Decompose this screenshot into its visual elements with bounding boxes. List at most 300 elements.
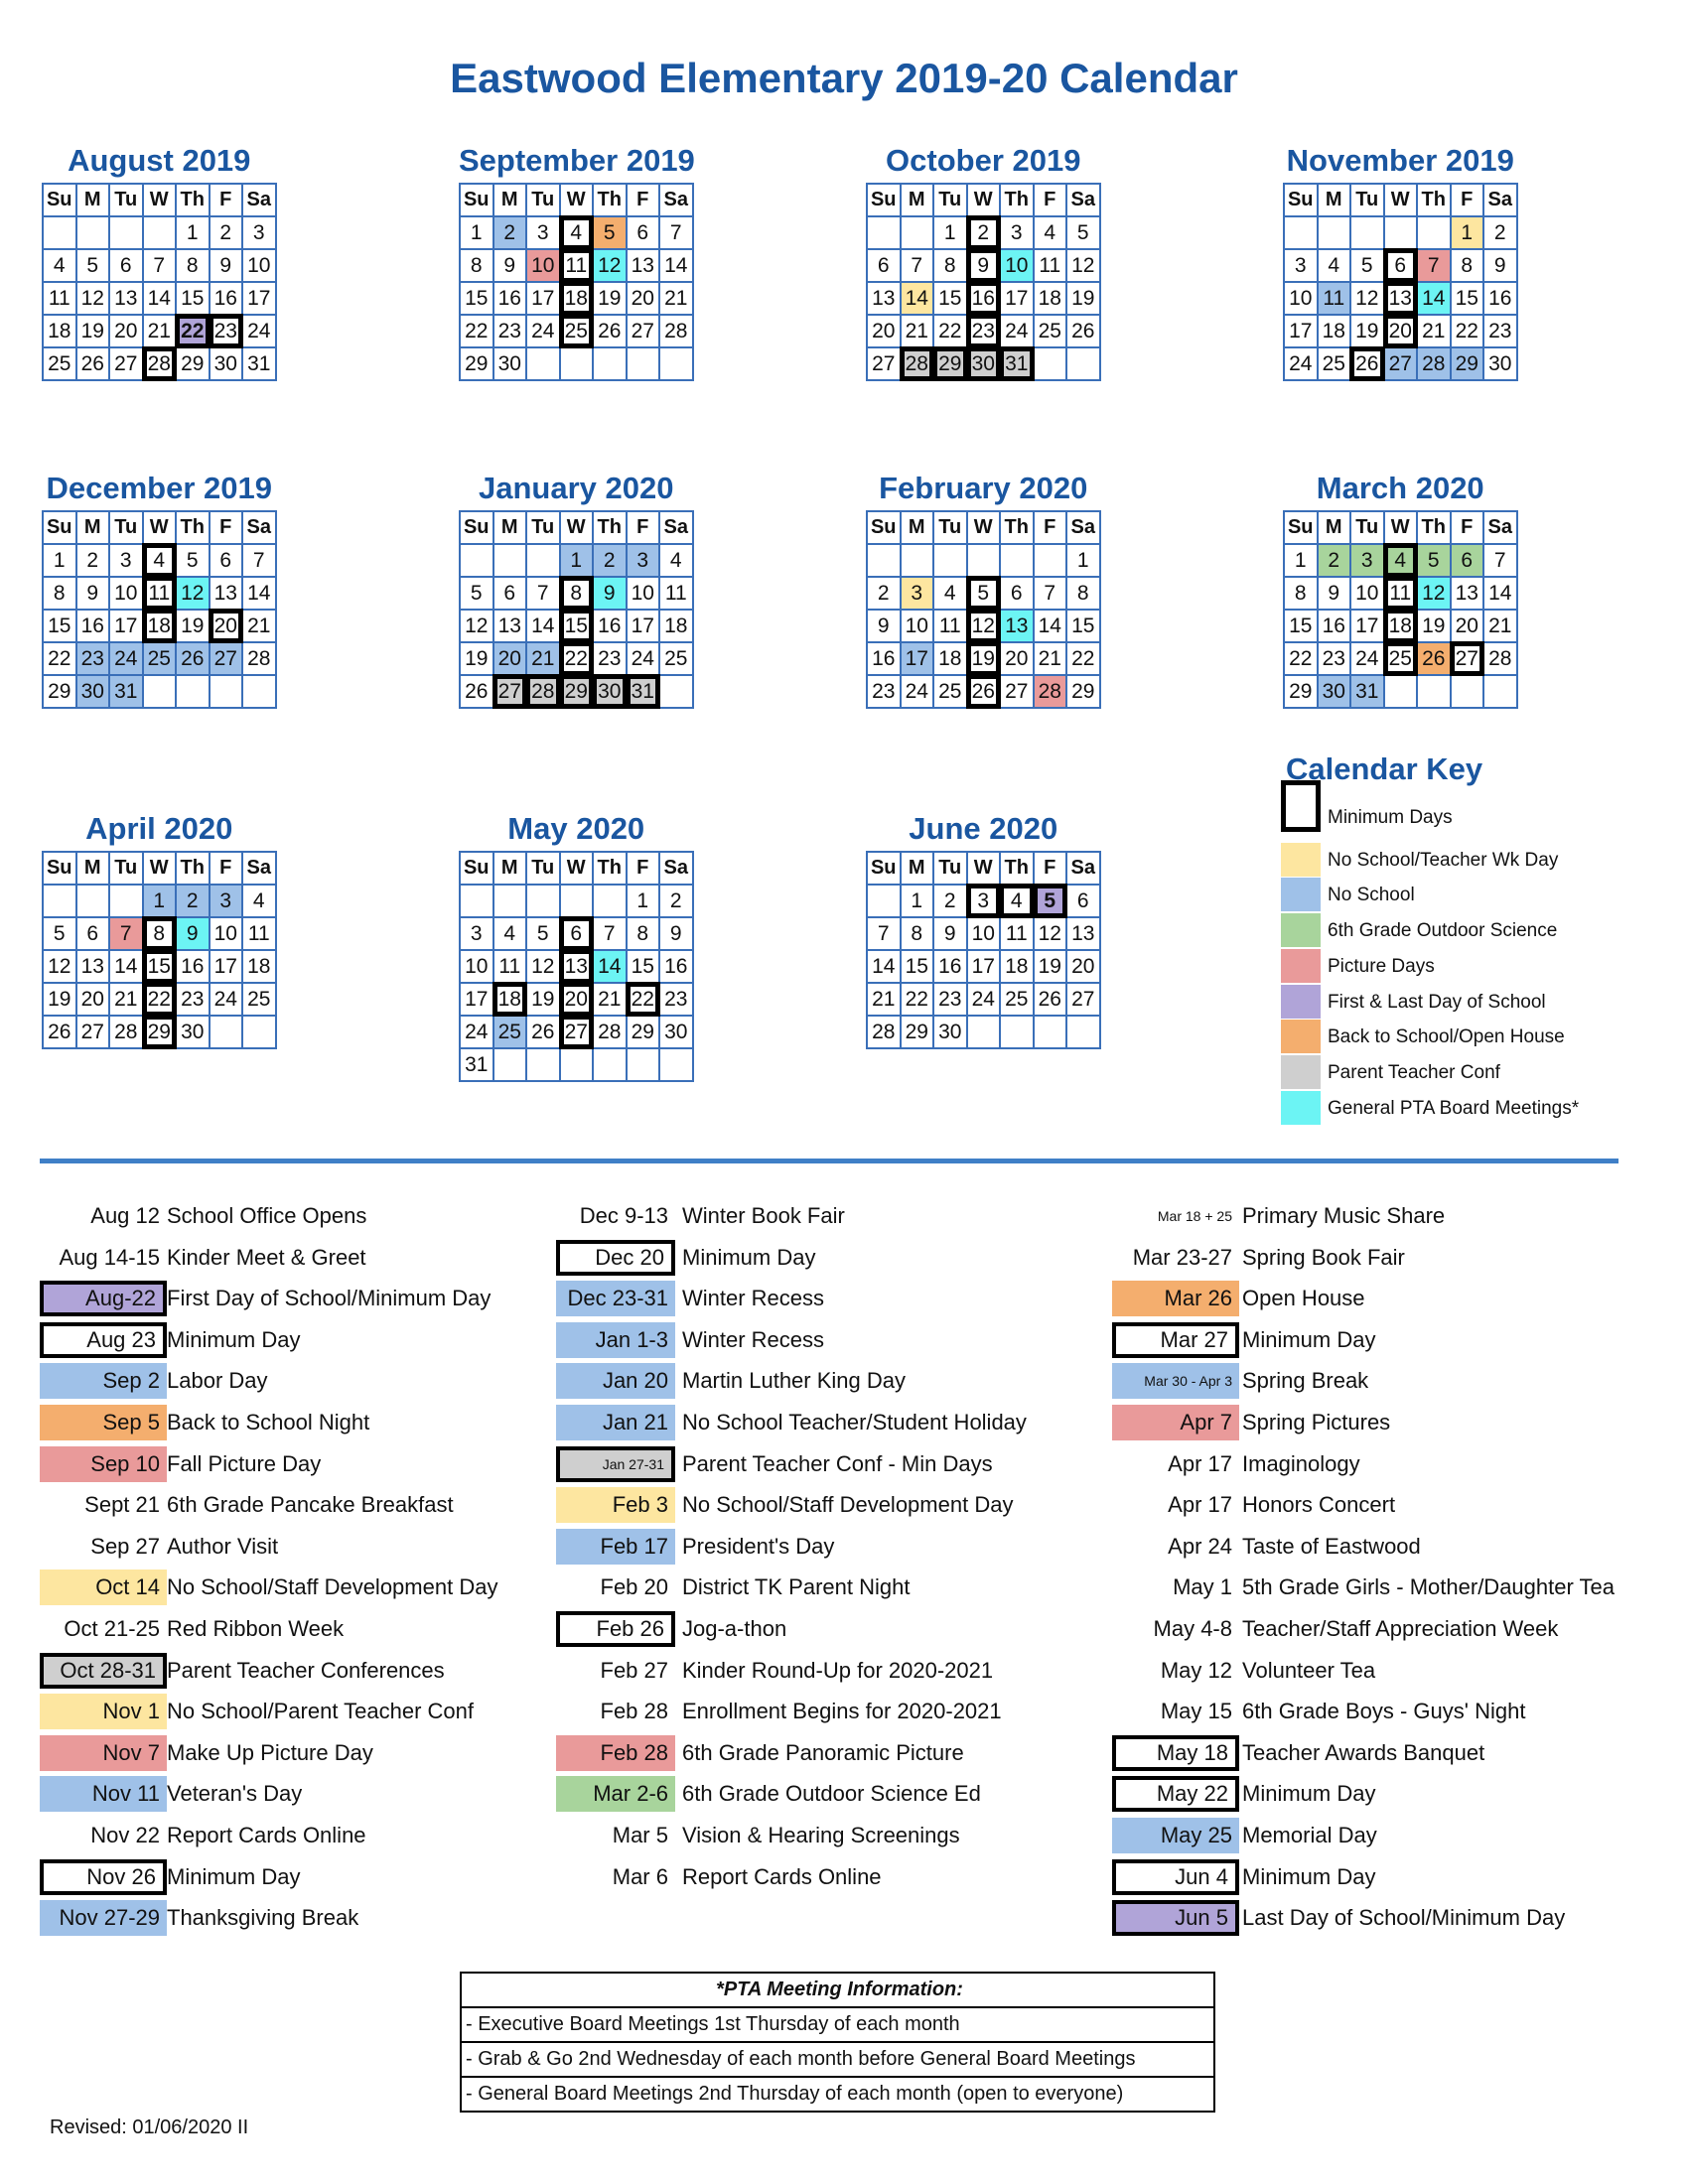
- event-date: Feb 28: [600, 1699, 668, 1724]
- calendar-day: 15: [627, 950, 660, 983]
- event-row: [40, 1405, 596, 1446]
- calendar-day: 27: [627, 315, 660, 347]
- event-description: Spring Book Fair: [1242, 1244, 1405, 1270]
- calendar-day: 1: [560, 544, 594, 577]
- calendar-day: 7: [659, 216, 693, 249]
- calendar-day: 21: [143, 315, 177, 347]
- calendar-day: 23: [493, 315, 527, 347]
- calendar-day: 18: [560, 282, 594, 315]
- event-description: 6th Grade Panoramic Picture: [682, 1739, 964, 1765]
- calendar-day: 21: [593, 983, 627, 1016]
- calendar-day: 7: [901, 249, 934, 282]
- calendar-day: 30: [933, 1016, 967, 1048]
- weekday-header: F: [1034, 511, 1067, 544]
- calendar-day: 2: [493, 216, 527, 249]
- calendar-day: 5: [1066, 216, 1100, 249]
- calendar-day: 25: [1384, 642, 1418, 675]
- calendar-day: 6: [1384, 249, 1418, 282]
- calendar-day: 22: [460, 315, 493, 347]
- calendar-day: 18: [143, 610, 177, 642]
- calendar-day: 18: [1034, 282, 1067, 315]
- event-row: [1112, 1529, 1668, 1570]
- calendar-day: 12: [967, 610, 1001, 642]
- month-title: October 2019: [886, 143, 1081, 178]
- calendar-day: 8: [901, 917, 934, 950]
- calendar-day: 24: [1284, 347, 1318, 380]
- event-description: Enrollment Begins for 2020-2021: [682, 1699, 1002, 1724]
- calendar-day: 19: [1417, 610, 1451, 642]
- key-swatch: [1281, 878, 1321, 911]
- calendar-day: 4: [493, 917, 527, 950]
- month-title: September 2019: [459, 143, 695, 178]
- event-description: Spring Pictures: [1242, 1410, 1391, 1434]
- event-date: Feb 26: [556, 1611, 675, 1647]
- weekday-header: F: [210, 184, 243, 216]
- calendar-day: 15: [143, 950, 177, 983]
- calendar-day: 28: [109, 1016, 143, 1048]
- calendar-day: 2: [933, 885, 967, 917]
- calendar-day: 23: [933, 983, 967, 1016]
- event-date: Dec 9-13: [579, 1203, 668, 1228]
- calendar-day: 28: [1417, 347, 1451, 380]
- event-row: [40, 1694, 596, 1735]
- weekday-header: Su: [43, 852, 76, 885]
- calendar-day: 18: [659, 610, 693, 642]
- calendar-day: 30: [967, 347, 1001, 380]
- calendar-day: 18: [1384, 610, 1418, 642]
- calendar-day: 26: [1417, 642, 1451, 675]
- calendar-day: 24: [627, 642, 660, 675]
- calendar-day: 2: [1318, 544, 1351, 577]
- month-calendar: [42, 467, 277, 709]
- pta-row: - General Board Meetings 2nd Thursday of each month (open to everyone): [462, 2078, 1213, 2113]
- key-label: No School: [1328, 885, 1415, 905]
- calendar-day: 4: [1318, 249, 1351, 282]
- calendar-day: 8: [1284, 577, 1318, 610]
- calendar-empty-cell: [627, 347, 660, 380]
- calendar-empty-cell: [176, 675, 210, 708]
- weekday-header: Sa: [242, 852, 276, 885]
- calendar-day: 31: [1000, 347, 1034, 380]
- weekday-header: Sa: [1483, 184, 1517, 216]
- weekday-header: M: [901, 852, 934, 885]
- calendar-empty-cell: [1384, 675, 1418, 708]
- calendar-day: 2: [210, 216, 243, 249]
- calendar-day: 17: [210, 950, 243, 983]
- calendar-day: 21: [659, 282, 693, 315]
- calendar-day: 28: [1483, 642, 1517, 675]
- event-description: Imaginology: [1242, 1450, 1360, 1476]
- event-date: Feb 27: [600, 1657, 668, 1683]
- weekday-header: Tu: [1350, 511, 1384, 544]
- calendar-empty-cell: [526, 347, 560, 380]
- event-row: [40, 1363, 596, 1405]
- key-swatch: [1281, 1055, 1321, 1089]
- month-calendar: [459, 807, 694, 1082]
- calendar-day: 24: [109, 642, 143, 675]
- calendar-day: 7: [109, 917, 143, 950]
- calendar-day: 2: [1483, 216, 1517, 249]
- calendar-day: 19: [526, 983, 560, 1016]
- calendar-day: 30: [1318, 675, 1351, 708]
- weekday-header: Th: [593, 184, 627, 216]
- key-label: 6th Grade Outdoor Science: [1328, 920, 1558, 941]
- event-date: Oct 14: [40, 1570, 167, 1605]
- calendar-day: 26: [176, 642, 210, 675]
- month-table: [866, 183, 1101, 381]
- calendar-day: 11: [1034, 249, 1067, 282]
- calendar-day: 5: [526, 917, 560, 950]
- calendar-day: 30: [1483, 347, 1517, 380]
- calendar-empty-cell: [1417, 675, 1451, 708]
- calendar-day: 24: [901, 675, 934, 708]
- calendar-day: 23: [1318, 642, 1351, 675]
- event-date: Dec 23-31: [556, 1281, 675, 1316]
- weekday-header: M: [901, 511, 934, 544]
- event-row: [556, 1529, 1112, 1570]
- event-description: No School/Staff Development Day: [682, 1492, 1014, 1518]
- calendar-day: 27: [1451, 642, 1484, 675]
- event-description: Last Day of School/Minimum Day: [1242, 1905, 1566, 1931]
- calendar-empty-cell: [1000, 1016, 1034, 1048]
- calendar-day: 16: [967, 282, 1001, 315]
- calendar-day: 12: [1350, 282, 1384, 315]
- calendar-empty-cell: [526, 1048, 560, 1081]
- event-date: Jan 21: [556, 1405, 675, 1440]
- weekday-header: F: [210, 511, 243, 544]
- calendar-day: 30: [493, 347, 527, 380]
- event-description: No School Teacher/Student Holiday: [682, 1410, 1027, 1434]
- calendar-day: 19: [1350, 315, 1384, 347]
- calendar-day: 15: [176, 282, 210, 315]
- event-date: May 22: [1112, 1776, 1239, 1812]
- month-calendar: [459, 467, 694, 709]
- calendar-day: 12: [43, 950, 76, 983]
- calendar-day: 4: [143, 544, 177, 577]
- calendar-day: 1: [460, 216, 493, 249]
- event-date: May 1: [1173, 1574, 1232, 1600]
- event-description: Volunteer Tea: [1242, 1657, 1376, 1683]
- calendar-day: 26: [1350, 347, 1384, 380]
- weekday-header: W: [1384, 511, 1418, 544]
- weekday-header: Sa: [1066, 511, 1100, 544]
- calendar-day: 11: [242, 917, 276, 950]
- calendar-day: 1: [1451, 216, 1484, 249]
- weekday-header: W: [143, 511, 177, 544]
- weekday-header: Tu: [109, 184, 143, 216]
- event-description: Parent Teacher Conf - Min Days: [682, 1450, 993, 1476]
- calendar-day: 29: [560, 675, 594, 708]
- weekday-header: Sa: [659, 511, 693, 544]
- key-swatch: [1281, 1091, 1321, 1125]
- calendar-empty-cell: [460, 544, 493, 577]
- section-divider: [40, 1159, 1618, 1163]
- event-date: Nov 11: [40, 1776, 167, 1812]
- calendar-day: 17: [1350, 610, 1384, 642]
- calendar-day: 29: [43, 675, 76, 708]
- weekday-header: W: [560, 184, 594, 216]
- calendar-day: 29: [1066, 675, 1100, 708]
- calendar-day: 16: [659, 950, 693, 983]
- event-date: Jan 1-3: [556, 1322, 675, 1358]
- calendar-day: 7: [1034, 577, 1067, 610]
- calendar-day: 16: [1318, 610, 1351, 642]
- event-date: Mar 27: [1112, 1322, 1239, 1358]
- calendar-day: 12: [176, 577, 210, 610]
- calendar-day: 10: [109, 577, 143, 610]
- calendar-empty-cell: [43, 885, 76, 917]
- calendar-day: 26: [43, 1016, 76, 1048]
- month-calendar: [42, 807, 277, 1049]
- calendar-day: 28: [593, 1016, 627, 1048]
- key-swatch: [1281, 913, 1321, 947]
- calendar-day: 13: [1066, 917, 1100, 950]
- calendar-day: 29: [1284, 675, 1318, 708]
- month-calendar: [42, 139, 277, 381]
- event-description: Fall Picture Day: [167, 1450, 322, 1476]
- calendar-empty-cell: [933, 544, 967, 577]
- calendar-day: 7: [1417, 249, 1451, 282]
- month-title: April 2020: [85, 811, 233, 846]
- calendar-day: 19: [967, 642, 1001, 675]
- weekday-header: Sa: [659, 184, 693, 216]
- event-row: [1112, 1446, 1668, 1488]
- calendar-day: 30: [210, 347, 243, 380]
- weekday-header: M: [493, 511, 527, 544]
- event-row: [40, 1735, 596, 1777]
- calendar-day: 28: [526, 675, 560, 708]
- event-description: Report Cards Online: [682, 1863, 882, 1889]
- calendar-day: 10: [526, 249, 560, 282]
- weekday-header: W: [1384, 184, 1418, 216]
- calendar-day: 31: [627, 675, 660, 708]
- event-row: [556, 1198, 1112, 1240]
- month-calendar: [1283, 139, 1518, 381]
- weekday-header: Th: [1417, 184, 1451, 216]
- calendar-day: 10: [1284, 282, 1318, 315]
- month-table: [459, 851, 694, 1082]
- calendar-day: 21: [526, 642, 560, 675]
- calendar-empty-cell: [109, 885, 143, 917]
- weekday-header: Sa: [242, 184, 276, 216]
- calendar-day: 26: [967, 675, 1001, 708]
- event-row: [1112, 1776, 1668, 1818]
- calendar-day: 25: [560, 315, 594, 347]
- event-description: Minimum Day: [167, 1326, 301, 1352]
- event-date: Aug 12: [90, 1203, 160, 1228]
- calendar-day: 26: [593, 315, 627, 347]
- weekday-header: F: [1034, 852, 1067, 885]
- event-date: Apr 24: [1168, 1533, 1232, 1559]
- calendar-day: 15: [901, 950, 934, 983]
- event-date: Apr 17: [1168, 1450, 1232, 1476]
- event-row: [556, 1446, 1112, 1488]
- calendar-day: 29: [627, 1016, 660, 1048]
- calendar-day: 11: [560, 249, 594, 282]
- event-row: [40, 1900, 596, 1942]
- event-row: [556, 1776, 1112, 1818]
- calendar-day: 12: [593, 249, 627, 282]
- calendar-day: 26: [460, 675, 493, 708]
- calendar-day: 16: [493, 282, 527, 315]
- calendar-day: 25: [493, 1016, 527, 1048]
- calendar-empty-cell: [1066, 1016, 1100, 1048]
- weekday-header: Su: [460, 852, 493, 885]
- calendar-day: 23: [1483, 315, 1517, 347]
- calendar-day: 25: [933, 675, 967, 708]
- calendar-day: 7: [867, 917, 901, 950]
- calendar-day: 25: [43, 347, 76, 380]
- event-row: [40, 1240, 596, 1282]
- key-label: Picture Days: [1328, 956, 1435, 977]
- weekday-header: Su: [460, 511, 493, 544]
- calendar-day: 21: [867, 983, 901, 1016]
- calendar-day: 27: [493, 675, 527, 708]
- event-description: Martin Luther King Day: [682, 1368, 906, 1394]
- event-date: Jun 4: [1112, 1859, 1239, 1895]
- calendar-empty-cell: [76, 216, 110, 249]
- calendar-day: 28: [1034, 675, 1067, 708]
- calendar-day: 14: [143, 282, 177, 315]
- calendar-empty-cell: [1000, 544, 1034, 577]
- weekday-header: Tu: [526, 511, 560, 544]
- calendar-day: 16: [176, 950, 210, 983]
- calendar-day: 9: [493, 249, 527, 282]
- key-swatch: [1281, 843, 1321, 877]
- calendar-day: 5: [460, 577, 493, 610]
- calendar-day: 9: [1483, 249, 1517, 282]
- month-title: November 2019: [1286, 143, 1514, 178]
- calendar-day: 23: [210, 315, 243, 347]
- event-date: Oct 28-31: [40, 1653, 167, 1689]
- event-row: [1112, 1198, 1668, 1240]
- calendar-empty-cell: [460, 885, 493, 917]
- weekday-header: Su: [867, 184, 901, 216]
- event-row: [1112, 1322, 1668, 1364]
- calendar-day: 22: [1284, 642, 1318, 675]
- key-swatch: [1281, 1020, 1321, 1053]
- event-date: Mar 30 - Apr 3: [1112, 1363, 1239, 1399]
- month-table: [459, 183, 694, 381]
- calendar-day: 9: [76, 577, 110, 610]
- calendar-empty-cell: [1066, 347, 1100, 380]
- calendar-day: 2: [176, 885, 210, 917]
- calendar-day: 24: [210, 983, 243, 1016]
- weekday-header: W: [967, 511, 1001, 544]
- weekday-header: Su: [43, 511, 76, 544]
- calendar-day: 19: [176, 610, 210, 642]
- month-table: [1283, 183, 1518, 381]
- weekday-header: F: [1034, 184, 1067, 216]
- calendar-day: 6: [1000, 577, 1034, 610]
- calendar-day: 13: [76, 950, 110, 983]
- calendar-day: 22: [933, 315, 967, 347]
- calendar-day: 23: [867, 675, 901, 708]
- event-date: May 15: [1160, 1699, 1232, 1724]
- calendar-day: 1: [901, 885, 934, 917]
- calendar-day: 7: [526, 577, 560, 610]
- calendar-day: 9: [867, 610, 901, 642]
- calendar-day: 9: [659, 917, 693, 950]
- calendar-day: 27: [560, 1016, 594, 1048]
- calendar-empty-cell: [867, 216, 901, 249]
- calendar-empty-cell: [593, 885, 627, 917]
- event-description: Winter Book Fair: [682, 1203, 845, 1228]
- event-date: Mar 6: [612, 1863, 668, 1889]
- calendar-day: 3: [460, 917, 493, 950]
- page-title: Eastwood Elementary 2019-20 Calendar: [450, 55, 1238, 101]
- calendar-day: 10: [210, 917, 243, 950]
- calendar-day: 5: [1034, 885, 1067, 917]
- calendar-day: 15: [43, 610, 76, 642]
- calendar-day: 30: [76, 675, 110, 708]
- calendar-day: 8: [933, 249, 967, 282]
- calendar-day: 17: [109, 610, 143, 642]
- key-swatch: [1281, 985, 1321, 1019]
- calendar-day: 27: [1000, 675, 1034, 708]
- calendar-day: 25: [1034, 315, 1067, 347]
- calendar-day: 16: [210, 282, 243, 315]
- weekday-header: F: [627, 184, 660, 216]
- calendar-day: 6: [210, 544, 243, 577]
- calendar-day: 8: [627, 917, 660, 950]
- event-date: Jan 27-31: [556, 1446, 675, 1482]
- event-date: Mar 23-27: [1132, 1244, 1232, 1270]
- month-table: [866, 851, 1101, 1049]
- calendar-day: 23: [76, 642, 110, 675]
- calendar-day: 4: [659, 544, 693, 577]
- event-row: [40, 1529, 596, 1570]
- calendar-day: 17: [526, 282, 560, 315]
- calendar-day: 21: [1034, 642, 1067, 675]
- calendar-day: 25: [1000, 983, 1034, 1016]
- weekday-header: M: [76, 511, 110, 544]
- calendar-day: 30: [176, 1016, 210, 1048]
- calendar-day: 6: [627, 216, 660, 249]
- calendar-day: 29: [143, 1016, 177, 1048]
- event-description: President's Day: [682, 1533, 835, 1559]
- calendar-day: 1: [627, 885, 660, 917]
- calendar-day: 2: [76, 544, 110, 577]
- key-swatch: [1281, 949, 1321, 983]
- calendar-day: 31: [242, 347, 276, 380]
- calendar-day: 2: [967, 216, 1001, 249]
- calendar-day: 9: [967, 249, 1001, 282]
- calendar-empty-cell: [560, 1048, 594, 1081]
- calendar-day: 6: [1451, 544, 1484, 577]
- calendar-day: 20: [1000, 642, 1034, 675]
- calendar-day: 24: [242, 315, 276, 347]
- calendar-day: 9: [1318, 577, 1351, 610]
- event-date: Feb 3: [556, 1487, 675, 1523]
- weekday-header: F: [210, 852, 243, 885]
- month-calendar: [866, 467, 1101, 709]
- event-row: [556, 1487, 1112, 1529]
- calendar-day: 9: [176, 917, 210, 950]
- calendar-day: 29: [901, 1016, 934, 1048]
- event-row: [1112, 1735, 1668, 1777]
- key-label: General PTA Board Meetings*: [1328, 1098, 1580, 1119]
- calendar-empty-cell: [1034, 544, 1067, 577]
- calendar-day: 19: [460, 642, 493, 675]
- event-date: Apr 7: [1112, 1405, 1239, 1440]
- weekday-header: Su: [460, 184, 493, 216]
- calendar-day: 1: [143, 885, 177, 917]
- calendar-day: 14: [1034, 610, 1067, 642]
- calendar-day: 1: [43, 544, 76, 577]
- event-row: [556, 1694, 1112, 1735]
- weekday-header: Th: [1000, 184, 1034, 216]
